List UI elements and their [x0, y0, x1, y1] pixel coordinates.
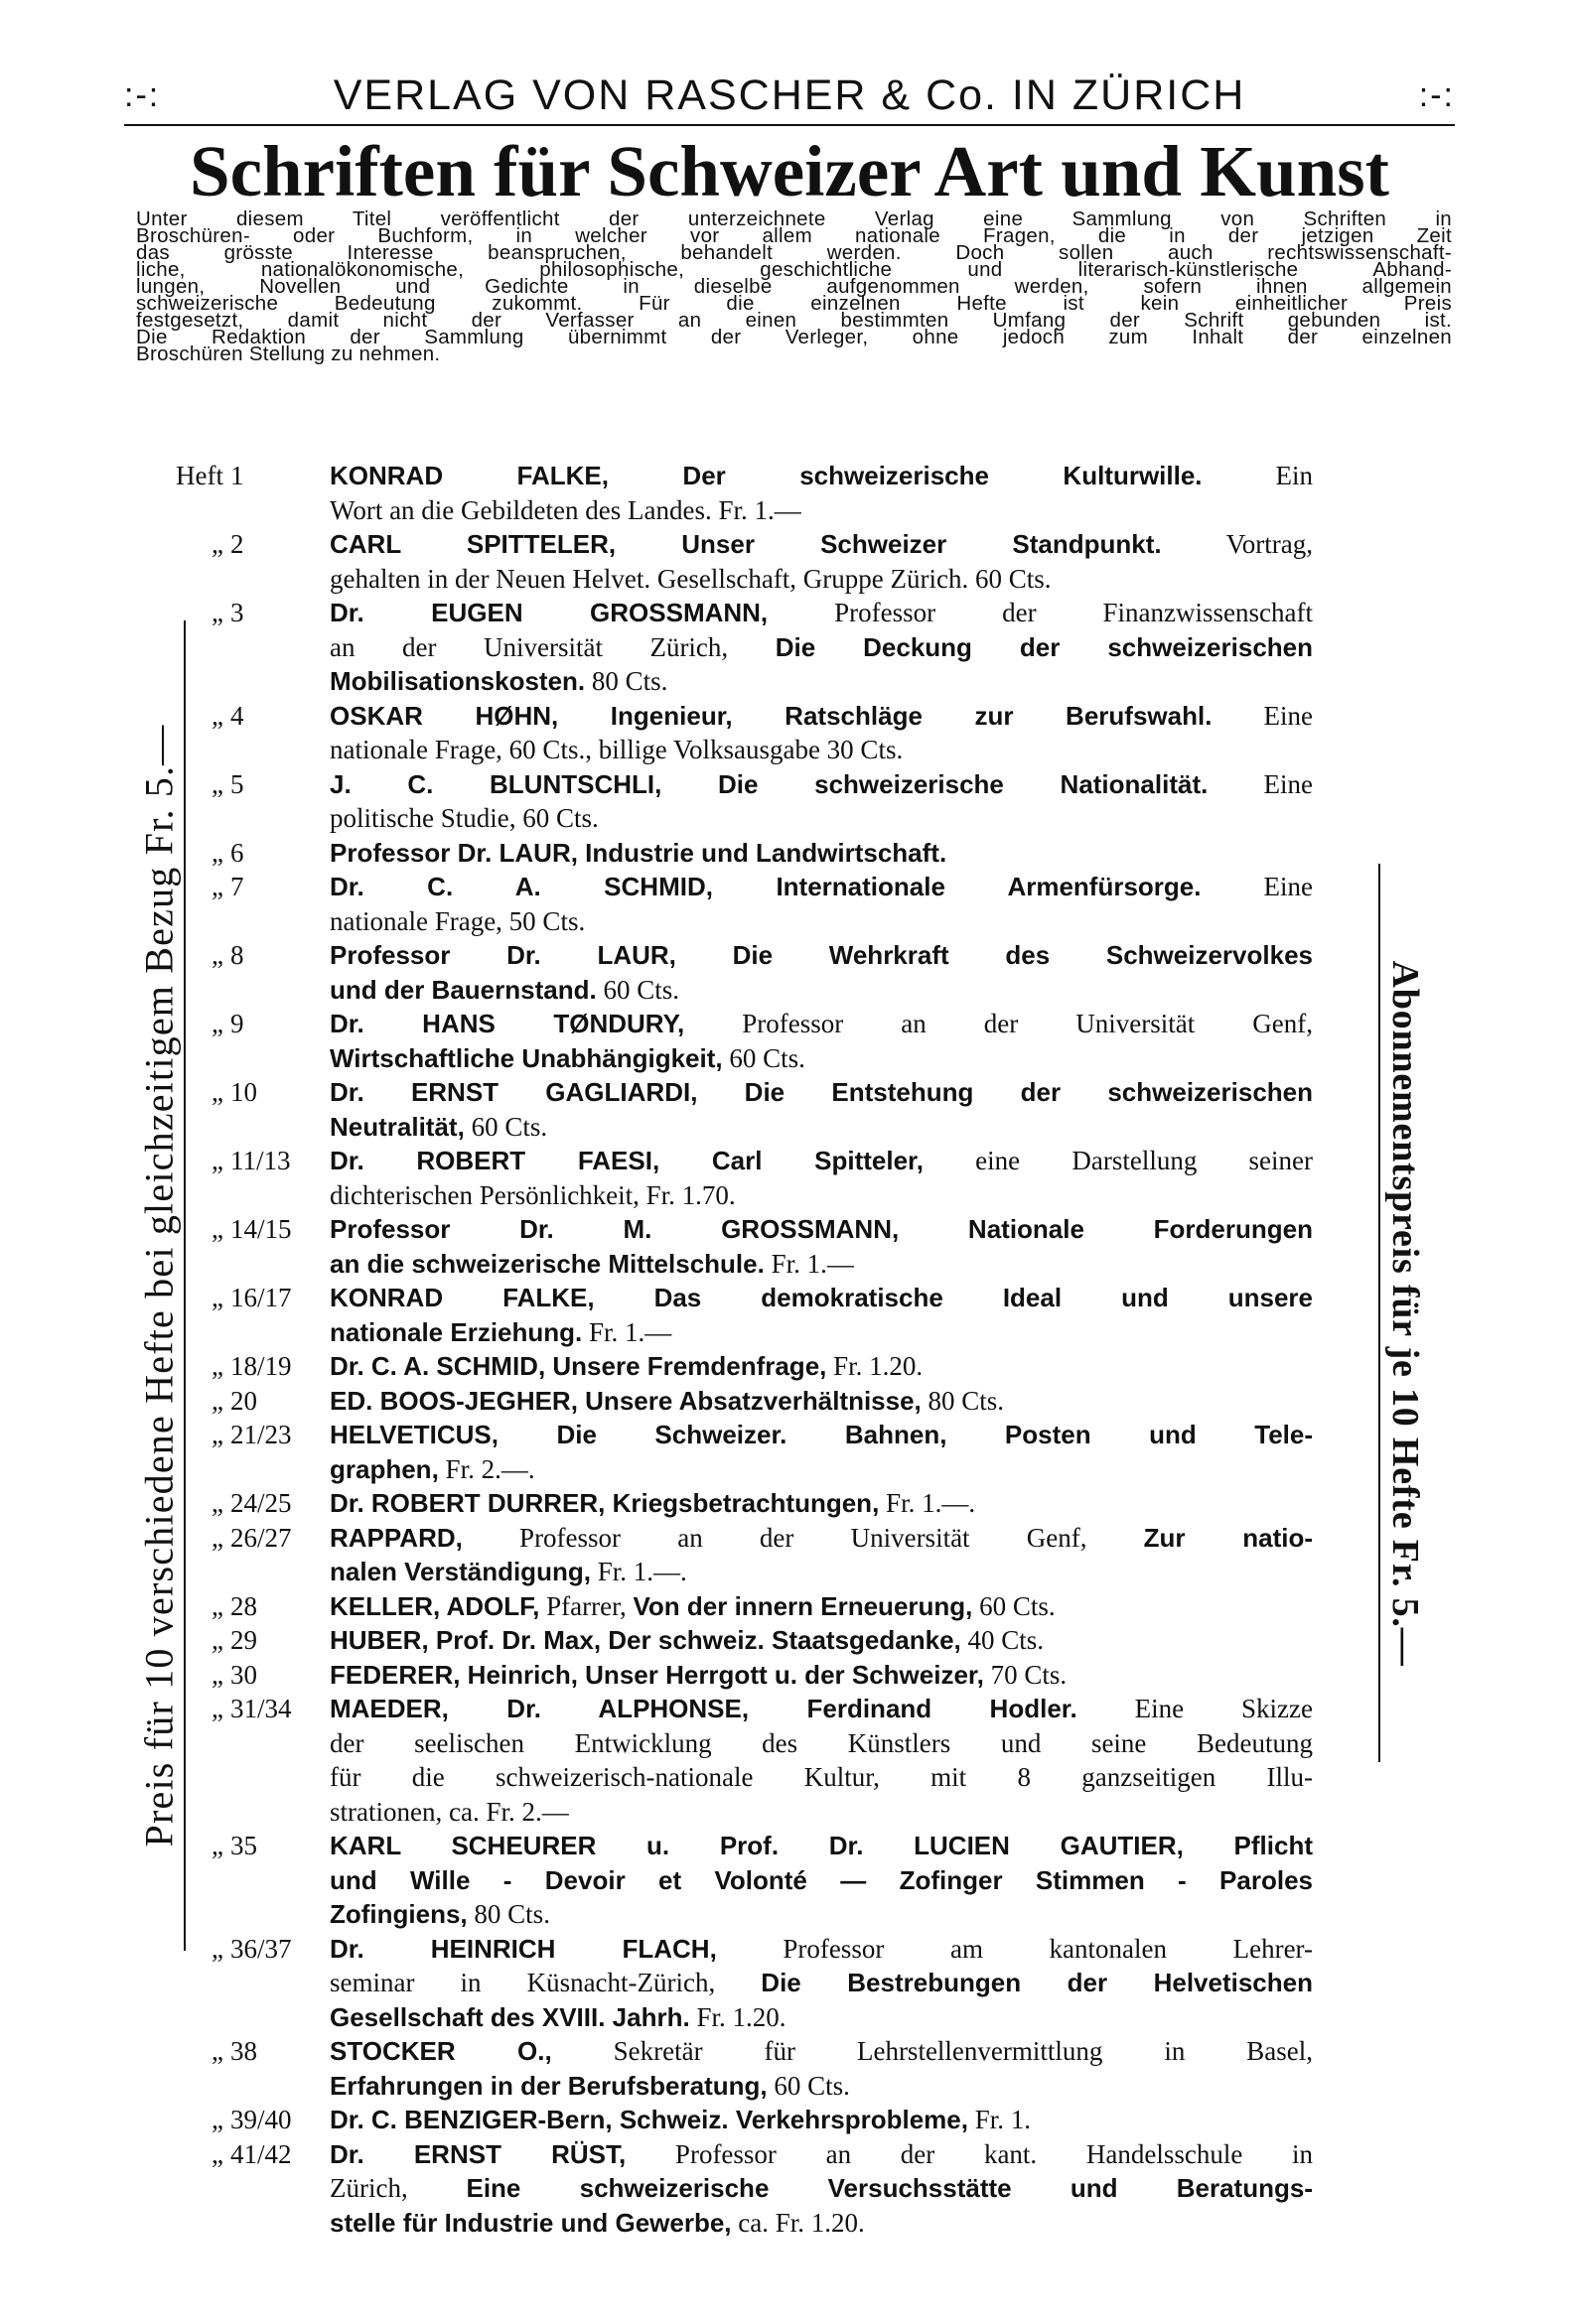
- entry-bold-text: Dr. ERNST GAGLIARDI, Die Entstehung der schweizerischen: [330, 1077, 1313, 1107]
- intro-line: das grösste Interesse beanspruchen, behandelt werden. Doch sollen auch rechtswissenschaft-: [136, 241, 1452, 264]
- entry-plain-text: Fr. 1.: [967, 2105, 1031, 2134]
- heft-number: 9: [230, 1009, 244, 1038]
- entry-bold-text: HELVETICUS, Die Schweizer. Bahnen, Posten und Tele-: [330, 1420, 1313, 1449]
- publisher-header: [124, 69, 1455, 121]
- heft-label: „: [212, 2138, 223, 2169]
- entry-line: [330, 1589, 1313, 1624]
- heft-number: 30: [230, 1659, 257, 1690]
- heft-number: 7: [230, 872, 244, 901]
- heft-label: „: [212, 529, 223, 559]
- page-title: Schriften für Schweizer Art und Kunst: [190, 131, 1389, 211]
- entry-line: [330, 2000, 1313, 2035]
- entry-line: [330, 1932, 1313, 1967]
- entry-text: [330, 459, 1313, 527]
- entry-plain-text: der seelischen Entwicklung des Künstlers und seine Bedeutung: [330, 1727, 1313, 1758]
- entry-text: [330, 527, 1313, 596]
- entry-bold-text: Dr. C. A. SCHMID, Unsere Fremdenfrage,: [330, 1351, 827, 1381]
- entry-plain-text: 80 Cts.: [921, 1385, 1005, 1416]
- entry-plain-text: Fr. 1.20.: [826, 1351, 924, 1381]
- entry-line: [330, 493, 1313, 528]
- entry-plain-text: Sekretär für Lehrstellenvermittlung in Basel,: [551, 2036, 1313, 2066]
- entry-line: [330, 1247, 1313, 1282]
- heft-label: „: [212, 1831, 223, 1860]
- heft-number: 21/23: [230, 1420, 292, 1449]
- entry-line: [330, 596, 1313, 630]
- list-item: [0, 938, 1571, 1007]
- entry-line: [330, 973, 1313, 1008]
- list-item: [0, 1589, 1571, 1624]
- intro-paragraph: [136, 207, 1452, 365]
- heft-number: 5: [230, 768, 244, 799]
- list-item: [0, 1486, 1571, 1521]
- entry-line: [330, 1041, 1313, 1076]
- heft-label: „: [212, 1351, 223, 1381]
- entry-line: [330, 1007, 1313, 1041]
- entry-plain-text: Fr. 1.—.: [879, 1488, 976, 1518]
- list-item: [0, 870, 1571, 938]
- intro-line: Broschüren Stellung zu nehmen.: [136, 342, 441, 365]
- entry-line: [330, 527, 1313, 562]
- entry-plain-text: Vortrag,: [1161, 529, 1314, 559]
- intro-line: Broschüren- oder Buchform, in welcher vor allem nationale Fragen, die in der jetzigen Zeit: [136, 224, 1452, 247]
- entry-bold-text: Professor Dr. LAUR, Industrie und Landwirtschaft.: [330, 837, 947, 868]
- list-item: [0, 1623, 1571, 1658]
- entry-plain-text: Fr. 2.—.: [438, 1453, 535, 1484]
- heft-label: „: [212, 700, 223, 731]
- entry-bold-text: STOCKER O.,: [330, 2036, 552, 2066]
- entry-plain-text: Professor an der kant. Handelsschule in: [626, 2138, 1313, 2169]
- list-item: [0, 2103, 1571, 2137]
- entry-line: [330, 1418, 1313, 1452]
- entry-bold-text: KONRAD FALKE, Das demokratische Ideal und unsere: [330, 1283, 1313, 1312]
- entry-plain-text: Fr. 1.20.: [689, 2001, 786, 2032]
- intro-line: Die Redaktion der Sammlung übernimmt der Verleger, ohne jedoch zum Inhalt der einzelnen: [136, 326, 1452, 348]
- heft-number: 38: [230, 2036, 257, 2066]
- entry-bold-text: CARL SPITTELER, Unser Schweizer Standpunkt.: [330, 529, 1162, 559]
- heft-label: „: [212, 1933, 223, 1964]
- entry-bold-text: J. C. BLUNTSCHLI, Die schweizerische Nationalität.: [330, 768, 1209, 799]
- header-ornament-right: :-:: [1418, 75, 1455, 114]
- entry-bold-text: FEDERER, Heinrich, Unser Herrgott u. der Schweizer,: [330, 1659, 984, 1690]
- entry-text: [330, 1212, 1313, 1281]
- entry-bold-text: Zur natio-: [1143, 1522, 1313, 1553]
- entry-text: [330, 2034, 1313, 2103]
- entry-line: [330, 459, 1313, 493]
- entry-text: [330, 596, 1313, 699]
- heft-label: „: [212, 940, 223, 970]
- list-item: [0, 767, 1571, 836]
- entry-line: [330, 938, 1313, 973]
- entry-line: [330, 1726, 1313, 1761]
- entry-text: [330, 1658, 1313, 1693]
- heft-number: 10: [230, 1077, 257, 1107]
- entry-text: [330, 1692, 1313, 1829]
- side-note-right-text: Abonnementspreis für je 10 Hefte Fr. 5.—: [1384, 959, 1426, 1667]
- entry-line: [330, 2137, 1313, 2172]
- entry-bold-text: Dr. C. BENZIGER-Bern, Schweiz. Verkehrsprobleme,: [330, 2105, 968, 2134]
- list-item: [0, 1007, 1571, 1075]
- list-item: [0, 1384, 1571, 1419]
- entry-plain-text: Professor an der Universität Genf,: [462, 1522, 1144, 1553]
- heft-number: 6: [230, 837, 244, 868]
- entry-bold-text: Eine schweizerische Versuchsstätte und Beratungs-: [466, 2173, 1313, 2203]
- entry-text: [330, 1349, 1313, 1384]
- entry-plain-text: Fr. 1.—: [764, 1248, 854, 1279]
- heft-label: „: [212, 837, 223, 868]
- entry-line: [330, 1178, 1313, 1213]
- heft-label: Heft: [176, 461, 223, 490]
- entry-plain-text: Wort an die Gebildeten des Landes. Fr. 1.—: [330, 494, 801, 525]
- entry-text: [330, 1932, 1313, 2035]
- entry-plain-text: 60 Cts.: [722, 1042, 805, 1073]
- entry-line: [330, 801, 1313, 836]
- heft-label: „: [212, 1625, 223, 1655]
- entry-line: [330, 1212, 1313, 1247]
- entry-text: [330, 1521, 1313, 1589]
- entry-plain-text: Fr. 1.—.: [590, 1557, 687, 1586]
- entry-line: [330, 664, 1313, 699]
- entry-plain-text: 70 Cts.: [983, 1659, 1068, 1690]
- intro-line: lungen, Novellen und Gedichte in dieselbe aufgenommen werden, sofern ihnen allgemein: [136, 275, 1452, 298]
- entry-line: [330, 1349, 1313, 1384]
- entry-plain-text: seminar in Küsnacht-Zürich,: [330, 1968, 762, 1997]
- heft-number: 36/37: [230, 1933, 292, 1964]
- list-item: [0, 527, 1571, 596]
- entry-line: [330, 1384, 1313, 1419]
- entry-plain-text: Professor an der Universität Genf,: [684, 1009, 1313, 1038]
- entry-bold-text: OSKAR HØHN, Ingenieur, Ratschläge zur Berufswahl.: [330, 700, 1213, 731]
- heft-number: 35: [230, 1831, 257, 1860]
- entry-line: [330, 1863, 1313, 1898]
- heft-label: „: [212, 2036, 223, 2066]
- entry-text: [330, 767, 1313, 836]
- entry-text: [330, 2137, 1313, 2241]
- entry-bold-text: Wirtschaftliche Unabhängigkeit,: [330, 1042, 723, 1073]
- heft-number: 16/17: [230, 1283, 292, 1312]
- heft-label: „: [212, 1590, 223, 1621]
- entry-line: [330, 562, 1313, 597]
- list-item: [0, 1418, 1571, 1486]
- heft-number: 31/34: [230, 1694, 292, 1723]
- entry-bold-text: Dr. C. A. SCHMID, Internationale Armenfürsorge.: [330, 872, 1202, 901]
- entry-plain-text: eine Darstellung seiner: [923, 1146, 1313, 1175]
- heft-number: 8: [230, 940, 244, 970]
- heft-number: 1: [230, 461, 244, 490]
- entry-text: [330, 2103, 1313, 2137]
- intro-line: schweizerische Bedeutung zukommt. Für die einzelnen Hefte ist kein einheitlicher Preis: [136, 292, 1452, 315]
- entry-plain-text: für die schweizerisch-nationale Kultur, mit 8 ganzseitigen Illu-: [330, 1762, 1313, 1792]
- entry-line: [330, 1452, 1313, 1487]
- entry-bold-text: Dr. ROBERT DURRER, Kriegsbetrachtungen,: [330, 1488, 880, 1518]
- entry-bold-text: RAPPARD,: [330, 1522, 463, 1553]
- intro-line: Unter diesem Titel veröffentlicht der unterzeichnete Verlag eine Sammlung von Schriften in: [136, 207, 1452, 230]
- entry-text: [330, 699, 1313, 767]
- heft-number: 18/19: [230, 1351, 292, 1381]
- entry-text: [330, 870, 1313, 938]
- entry-bold-text: Dr. ERNST RÜST,: [330, 2138, 627, 2169]
- entry-plain-text: nationale Frage, 60 Cts., billige Volksausgabe 30 Cts.: [330, 735, 904, 764]
- entry-plain-text: 80 Cts.: [467, 1899, 550, 1929]
- heft-label: „: [212, 1385, 223, 1416]
- list-item: [0, 1212, 1571, 1281]
- entry-line: [330, 1897, 1313, 1932]
- heft-label: „: [212, 1146, 223, 1175]
- entry-text: [330, 1589, 1313, 1624]
- entry-bold-text: KARL SCHEURER u. Prof. Dr. LUCIEN GAUTIER, Pflicht: [330, 1831, 1313, 1860]
- list-item: [0, 1658, 1571, 1693]
- entry-plain-text: Fr. 1.—: [582, 1316, 672, 1347]
- header-rule: [124, 124, 1455, 126]
- entry-bold-text: ED. BOOS-JEGHER, Unsere Absatzverhältnisse,: [330, 1385, 922, 1416]
- entry-line: [330, 767, 1313, 802]
- entry-line: [330, 2069, 1313, 2104]
- entry-line: [330, 1110, 1313, 1145]
- entry-line: [330, 1692, 1313, 1726]
- entry-line: [330, 699, 1313, 734]
- entry-plain-text: 40 Cts.: [960, 1625, 1045, 1655]
- entry-bold-text: Zofingiens,: [330, 1899, 468, 1929]
- list-item: [0, 1075, 1571, 1144]
- entry-text: [330, 1623, 1313, 1658]
- list-item: [0, 699, 1571, 767]
- entry-plain-text: politische Studie, 60 Cts.: [330, 803, 599, 833]
- entry-bold-text: Gesellschaft des XVIII. Jahrh.: [330, 2001, 690, 2032]
- list-item: [0, 1144, 1571, 1212]
- list-item: [0, 836, 1571, 871]
- entry-bold-text: Dr. ROBERT FAESI, Carl Spitteler,: [330, 1146, 924, 1175]
- entry-bold-text: graphen,: [330, 1453, 439, 1484]
- heft-label: „: [212, 1420, 223, 1449]
- entry-line: [330, 1281, 1313, 1315]
- entry-line: [330, 1144, 1313, 1178]
- entry-plain-text: 60 Cts.: [972, 1590, 1056, 1621]
- entry-plain-text: Eine: [1208, 768, 1313, 799]
- heft-label: „: [212, 1009, 223, 1038]
- entry-bold-text: Professor Dr. M. GROSSMANN, Nationale Forderungen: [330, 1214, 1313, 1244]
- entry-bold-text: MAEDER, Dr. ALPHONSE, Ferdinand Hodler.: [330, 1694, 1077, 1723]
- heft-label: „: [212, 1077, 223, 1107]
- entry-plain-text: gehalten in der Neuen Helvet. Gesellschaft, Gruppe Zürich. 60 Cts.: [330, 563, 1052, 594]
- header-ornament-left: :-:: [124, 75, 161, 114]
- entry-line: [330, 870, 1313, 904]
- heft-label: „: [212, 872, 223, 901]
- heft-number: 24/25: [230, 1488, 292, 1518]
- entry-bold-text: Von der innern Erneuerung,: [633, 1590, 973, 1621]
- entry-bold-text: und Wille - Devoir et Volonté — Zofinger Stimmen - Paroles: [330, 1864, 1313, 1895]
- entry-line: [330, 836, 1313, 871]
- entry-plain-text: Professor am kantonalen Lehrer-: [716, 1933, 1313, 1964]
- heft-number: 26/27: [230, 1522, 292, 1553]
- entry-line: [330, 2103, 1313, 2137]
- entry-plain-text: strationen, ca. Fr. 2.—: [330, 1796, 569, 1827]
- entry-bold-text: Professor Dr. LAUR, Die Wehrkraft des Schweizervolkes: [330, 940, 1313, 970]
- entry-line: [330, 1760, 1313, 1795]
- entry-line: [330, 1486, 1313, 1521]
- entry-line: [330, 1658, 1313, 1693]
- heft-number: 20: [230, 1385, 257, 1416]
- entry-plain-text: Pfarrer,: [539, 1590, 634, 1621]
- heft-label: „: [212, 1214, 223, 1244]
- entry-text: [330, 1486, 1313, 1521]
- entry-plain-text: Eine: [1212, 700, 1313, 731]
- entry-text: [330, 1418, 1313, 1486]
- entry-plain-text: Professor der Finanzwissenschaft: [768, 598, 1313, 627]
- entry-line: [330, 904, 1313, 939]
- entry-text: [330, 1829, 1313, 1932]
- entry-bold-text: nationale Erziehung.: [330, 1316, 583, 1347]
- publication-list: [0, 459, 1571, 2240]
- entry-plain-text: nationale Frage, 50 Cts.: [330, 905, 586, 936]
- entry-bold-text: KONRAD FALKE, Der schweizerische Kulturwille.: [330, 461, 1203, 490]
- entry-line: [330, 630, 1313, 665]
- entry-plain-text: 80 Cts.: [585, 666, 668, 696]
- heft-number: 3: [230, 598, 244, 627]
- entry-text: [330, 836, 1313, 871]
- entry-text: [330, 1281, 1313, 1349]
- entry-text: [330, 938, 1313, 1007]
- entry-bold-text: Erfahrungen in der Berufsberatung,: [330, 2070, 768, 2101]
- list-item: [0, 1349, 1571, 1384]
- entry-plain-text: dichterischen Persönlichkeit, Fr. 1.70.: [330, 1179, 736, 1210]
- entry-plain-text: Ein: [1202, 461, 1313, 490]
- list-item: [0, 2137, 1571, 2241]
- heft-number: 14/15: [230, 1214, 292, 1244]
- entry-plain-text: 60 Cts.: [596, 974, 679, 1005]
- entry-bold-text: Die Bestrebungen der Helvetischen: [761, 1968, 1313, 1997]
- list-item: [0, 1932, 1571, 2035]
- entry-bold-text: nalen Verständigung,: [330, 1557, 591, 1586]
- entry-plain-text: Zürich,: [330, 2173, 467, 2203]
- list-item: [0, 596, 1571, 699]
- heft-label: „: [212, 1488, 223, 1518]
- heft-label: „: [212, 768, 223, 799]
- entry-line: [330, 733, 1313, 767]
- heft-label: „: [212, 1659, 223, 1690]
- entry-line: [330, 2034, 1313, 2069]
- entry-bold-text: stelle für Industrie und Gewerbe,: [330, 2207, 732, 2238]
- entry-bold-text: KELLER, ADOLF,: [330, 1590, 540, 1621]
- heft-label: „: [212, 1522, 223, 1553]
- entry-line: [330, 2171, 1313, 2206]
- entry-line: [330, 1966, 1313, 2000]
- entry-line: [330, 1075, 1313, 1110]
- heft-label: „: [212, 1694, 223, 1723]
- entry-plain-text: an der Universität Zürich,: [330, 631, 776, 662]
- heft-label: „: [212, 2105, 223, 2134]
- entry-line: [330, 1521, 1313, 1556]
- heft-number: 29: [230, 1625, 257, 1655]
- list-item: [0, 2034, 1571, 2103]
- entry-line: [330, 1623, 1313, 1658]
- entry-bold-text: Dr. EUGEN GROSSMANN,: [330, 598, 769, 627]
- intro-line: festgesetzt, damit nicht der Verfasser an einen bestimmten Umfang der Schrift gebunden ist.: [136, 309, 1452, 332]
- side-note-left-text: Preis für 10 verschiedene Hefte bei gleichzeitigem Bezug Fr. 5.—: [136, 724, 182, 1847]
- list-item: [0, 1829, 1571, 1932]
- entry-bold-text: Dr. HEINRICH FLACH,: [330, 1933, 717, 1964]
- list-item: [0, 1692, 1571, 1829]
- entry-bold-text: Dr. HANS TØNDURY,: [330, 1009, 685, 1038]
- heft-number: 39/40: [230, 2105, 292, 2134]
- entry-line: [330, 1795, 1313, 1830]
- entry-plain-text: ca. Fr. 1.20.: [731, 2207, 865, 2238]
- list-item: [0, 1521, 1571, 1589]
- entry-line: [330, 1315, 1313, 1350]
- entry-text: [330, 1384, 1313, 1419]
- entry-text: [330, 1007, 1313, 1075]
- publisher-name: VERLAG VON RASCHER & Co. IN ZÜRICH: [333, 70, 1246, 119]
- heft-label: „: [212, 598, 223, 627]
- heft-number: 28: [230, 1590, 257, 1621]
- entry-bold-text: und der Bauernstand.: [330, 974, 597, 1005]
- entry-plain-text: 60 Cts.: [464, 1111, 548, 1142]
- heft-number: 4: [230, 700, 244, 731]
- list-item: [0, 459, 1571, 527]
- entry-text: [330, 1144, 1313, 1212]
- entry-plain-text: Eine Skizze: [1076, 1694, 1313, 1723]
- entry-plain-text: Eine: [1201, 872, 1313, 901]
- heft-number: 41/42: [230, 2138, 292, 2169]
- entry-text: [330, 1075, 1313, 1144]
- list-item: [0, 1281, 1571, 1349]
- entry-bold-text: HUBER, Prof. Dr. Max, Der schweiz. Staatsgedanke,: [330, 1625, 961, 1655]
- entry-bold-text: Neutralität,: [330, 1111, 465, 1142]
- entry-bold-text: Mobilisationskosten.: [330, 666, 586, 696]
- intro-line: liche, nationalökonomische, philosophische, geschichtliche und literarisch-künstlerische Abhand-: [136, 258, 1452, 281]
- heft-label: „: [212, 1283, 223, 1312]
- heft-number: 11/13: [230, 1146, 291, 1175]
- entry-bold-text: an die schweizerische Mittelschule.: [330, 1248, 765, 1279]
- heft-number: 2: [230, 529, 244, 559]
- entry-line: [330, 1555, 1313, 1589]
- entry-line: [330, 2206, 1313, 2241]
- entry-line: [330, 1829, 1313, 1863]
- entry-bold-text: Die Deckung der schweizerischen: [775, 631, 1314, 662]
- entry-plain-text: 60 Cts.: [767, 2070, 850, 2101]
